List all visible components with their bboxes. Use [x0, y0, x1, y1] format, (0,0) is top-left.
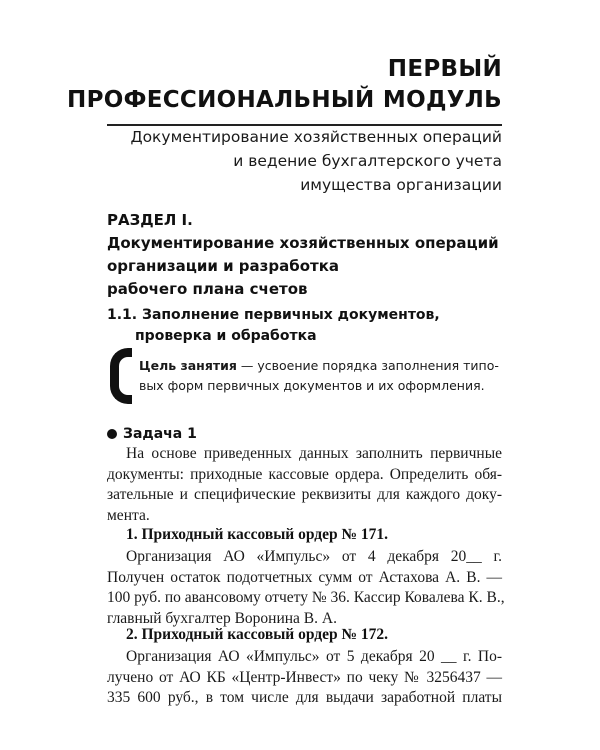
lesson-goal-text	[139, 356, 499, 396]
task-heading	[107, 425, 197, 443]
order-title: 2. Приходный кассовый ордер № 172.	[126, 626, 389, 643]
section-number: РАЗДЕЛ I.	[107, 211, 193, 229]
module-subtitle-line: Документирование хозяйственных операций	[130, 128, 502, 146]
subsection-title-line: 1.1. Заполнение первичных документов,	[107, 307, 440, 323]
paragraph-line: документы: приходные кассовые ордера. Определить обя-	[107, 465, 502, 483]
section-title-line: рабочего плана счетов	[107, 280, 308, 298]
section-title-line: Документирование хозяйственных операций	[107, 234, 499, 252]
paragraph-line: 100 руб. по авансовому отчету № 36. Кассир Ковалева К. В.,	[107, 589, 505, 606]
paragraph-line: Организация АО «Импульс» от 5 декабря 20 __ г. По-	[126, 648, 502, 665]
module-subtitle-line: имущества организации	[300, 176, 502, 194]
paragraph-line: мента.	[107, 506, 150, 524]
lesson-goal-line: вых форм первичных документов и их оформления.	[139, 378, 485, 393]
module-title-line2: ПРОФЕССИОНАЛЬНЫЙ МОДУЛЬ	[67, 87, 502, 113]
bullet-icon	[107, 429, 117, 439]
module-subtitle-line: и ведение бухгалтерского учета	[233, 152, 502, 170]
paragraph-line: лучено от АО КБ «Центр-Инвест» по чеку № 3256437 —	[107, 668, 502, 686]
section-heading	[107, 209, 499, 301]
order-text	[107, 647, 502, 709]
subsection-title-line: проверка и обработка	[135, 328, 317, 344]
module-subtitle	[130, 125, 502, 197]
paragraph-line: Получен остаток подотчетных сумм от Астахова А. В. —	[107, 568, 502, 586]
paragraph-line: На основе приведенных данных заполнить первичные	[126, 445, 502, 462]
module-title-line1: ПЕРВЫЙ	[387, 56, 502, 82]
subsection-heading	[107, 305, 440, 347]
task-intro	[107, 444, 502, 526]
section-title-line: организации и разработка	[107, 257, 340, 275]
lesson-goal	[107, 348, 502, 404]
module-heading	[67, 54, 502, 116]
task-title: Задача 1	[123, 426, 197, 442]
paragraph-line: Организация АО «Импульс» от 4 декабря 20__ г.	[126, 548, 502, 565]
paragraph-line: 335 600 руб., в том числе для выдачи заработной платы	[107, 689, 502, 706]
paragraph-line: главный бухгалтер Воронина В. А.	[107, 609, 337, 627]
order-title: 1. Приходный кассовый ордер № 171.	[126, 526, 389, 543]
bracket-icon	[110, 348, 132, 404]
lesson-goal-label: Цель занятия	[139, 358, 237, 373]
paragraph-line: зательные и специфические реквизиты для каждого доку-	[107, 486, 502, 503]
lesson-goal-line: — усвоение порядка заполнения типо-	[236, 358, 499, 373]
order-text	[107, 547, 505, 629]
